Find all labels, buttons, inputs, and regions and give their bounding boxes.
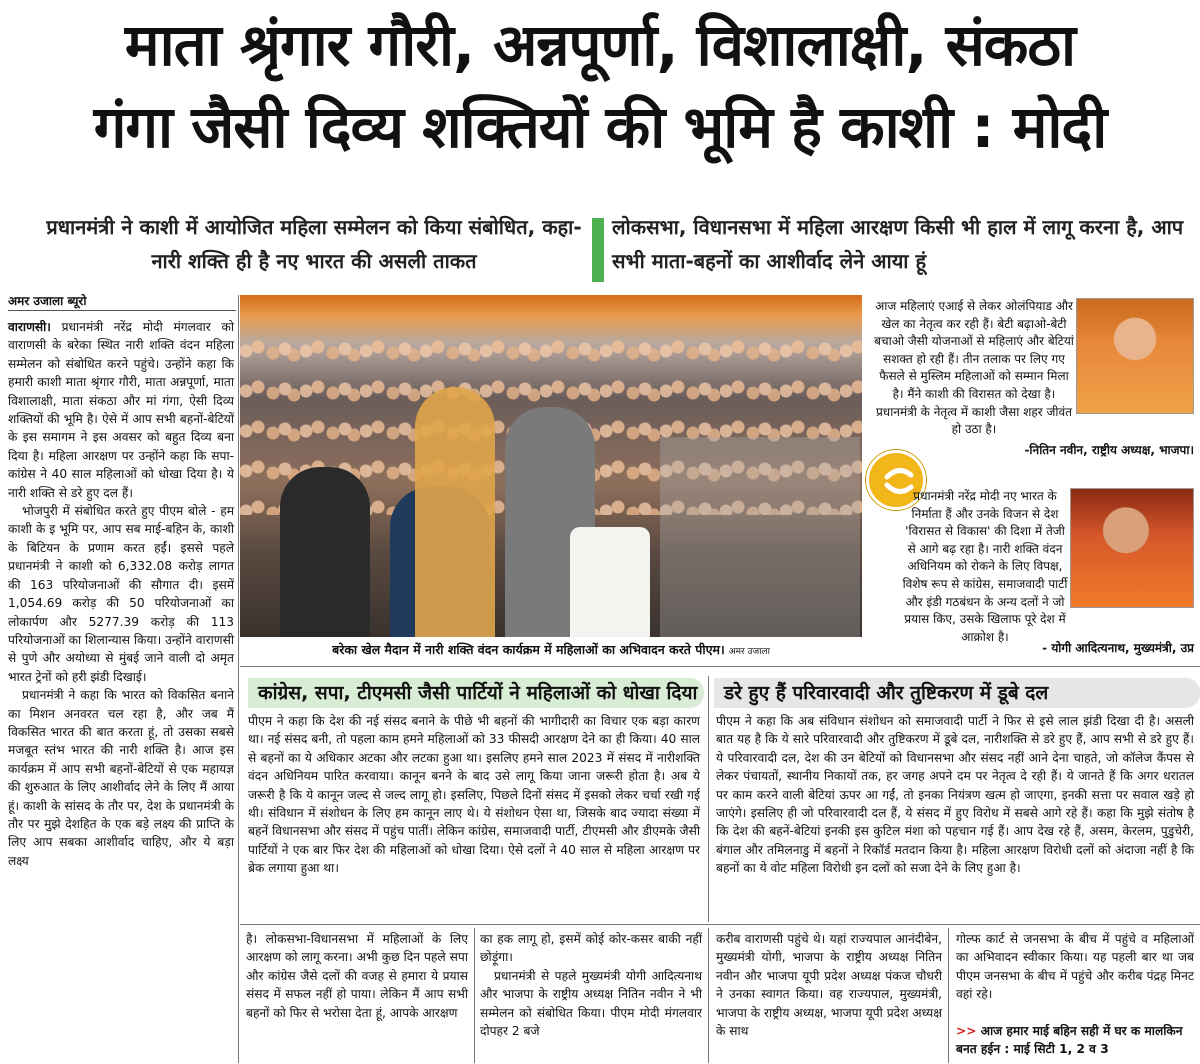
headline-line-1: माता श्रृंगार गौरी, अन्नपूर्णा, विशालाक्षी, संकठा — [124, 11, 1076, 79]
section-a-text: पीएम ने कहा कि देश की नई संसद बनाने के पीछे भी बहनों की भागीदारी का विचार एक बड़ा कारण था। नई संसद बनी, तो पहला काम हमने महिलाओं को 33 फीसदी आरक्षण देने का ही किया। 40 साल से बहनों का ये अधिकार अटका और लटका हुआ था। इसलिए हमने साल 2023 में संसद में नारीशक्ति वंदन अधिनियम पारित करवाया। कानून बनने के बाद उसे लागू किया जाना जरूरी होता है। अब ये जरूरी है कि ये कानून जल्द से जल्द लागू हो। इसलिए, पिछले दिनों संसद में इसको लेकर चर्चा रखी गई थी। संविधान में संशोधन के लिए हम कानून लाए थे। ये संशोधन ऐसा था, जिसके बाद ज्यादा संख्या में बहनें विधानसभा और संसद में पहुंच पातीं। लेकिन कांग्रेस, समाजवादी पार्टी, टीएमसी और डीएमके जैसी पार्टियों ने एक बार फिर देश की महिलाओं को धोखा दिया। ऐसे दलों ने 40 साल से महिला आरक्षण पर ब्रेक लगाया हुआ था। — [248, 714, 700, 876]
quote-2-author: - योगी आदित्यनाथ, मुख्यमंत्री, उप्र — [1042, 641, 1194, 655]
subhead-left: प्रधानमंत्री ने काशी में आयोजित महिला सम्मेलन को किया संबोधित, कहा- नारी शक्ति ही है नए भारत की असली ताकत — [46, 215, 582, 273]
byline: अमर उजाला ब्यूरो — [8, 294, 87, 308]
section-b-heading: डरे हुए हैं परिवारवादी और तुष्टिकरण में डूबे दल — [714, 678, 1200, 708]
left-paragraph-2: भोजपुरी में संबोधित करते हुए पीएम बोले - हम काशी के इ भूमि पर, आप सब माई-बहिन के, काशी के बिटियन के प्रणाम करत हईं। इससे पहले प्रधानमंत्री ने काशी को 6,332.08 करोड़ लागत की 163 परियोजनाओं की सौगात दी। इसमें 1,054.69 करोड़ की 50 परियोजनाओं का लोकार्पण और 5277.39 करोड़ की 113 परियोजनाओं का शिलान्यास किया। उन्होंने वाराणसी से पुणे और अयोध्या से मुंबई जाने वाली दो अमृत भारत ट्रेनों को हरी झंडी दिखाई। — [8, 504, 234, 684]
section-b-text: पीएम ने कहा कि अब संविधान संशोधन को समाजवादी पार्टी ने फिर से इसे लाल झंडी दिखा दी है। असली बात यह है कि ये सारे परिवारवादी और तुष्टिकरण में डूबे दल, नारीशक्ति से डरे हुए हैं, आप सभी से डरे हुए हैं। ये परिवारवादी दल, देश की उन बेटियों को विधानसभा और संसद नहीं आने देना चाहते, जो कॉलेज कैंपस से लेकर पंचायतों, स्थानीय निकायों तक, हर जगह अपने दम पर नेतृत्व दे रही हैं। ये जानते हैं कि अगर धरातल पर काम करने वाली बेटियां ऊपर आ गईं, तो इनका नियंत्रण खत्म हो जाएगा, इनकी सत्ता पर सवाल खड़े हो जाएंगे। इसलिए ही जो परिवारवादी दल हैं, ये संसद में हुए विरोध में सबसे आगे रहे हैं। कहा कि मुझे संतोष है कि देश की बहनें-बेटियां इनकी इस कुटिल मंशा को पहचान गई हैं। आप देख रहे हैं, असम, केरलम, पुडुचेरी, बंगाल और तमिलनाडु में बहनों ने रिकॉर्ड मतदान किया है। महिला आरक्षण विरोधी दलों को अंदाजा नहीं है कि बहनों का ये वोट महिला विरोधी इन दलों को सजा देने के लिए हुआ है। — [716, 714, 1194, 876]
column-divider-left — [238, 295, 239, 1063]
bottom-column-2-a: का हक लागू हो, इसमें कोई कोर-कसर बाकी नहीं छोड़ूंगा। — [480, 932, 702, 965]
left-paragraph-1: प्रधानमंत्री नरेंद्र मोदी मंगलवार को वाराणसी के बरेका स्थित नारी शक्ति वंदन महिला सम्मेलन को संबोधित करने पहुंचे। उन्होंने कहा कि हमारी काशी माता श्रृंगार गौरी, माता अन्नपूर्णा, माता विशालाक्षी, माता संकठा और मां गंगा, ऐसी दिव्य शक्तियों की भूमि है। ऐसे में आप सभी बहनों-बेटियों के इस समागम ने इस अवसर को बहुत दिव्य बना दिया है। महिला आरक्षण पर उन्होंने कहा कि सपा-कांग्रेस ने 40 साल महिलाओं को धोखा दिया है। ये नारी शक्ति से डरे हुए दल हैं। — [8, 320, 234, 500]
quote-2-text: प्रधानमंत्री नरेंद्र मोदी नए भारत के निर्माता हैं और उनके विजन से देश 'विरासत से विकास' की दिशा में तेजी से आगे बढ़ रहा है। नारी शक्ति वंदन अधिनियम को रोकने के लिए विपक्ष, विशेष रूप से कांग्रेस, समाजवादी पार्टी और इंडी गठबंधन के अन्य दलों ने जो प्रयास किए, उसके खिलाफ पूरे देश में आक्रोश है। — [902, 489, 1068, 644]
photo-figure-3 — [415, 387, 495, 637]
subhead-right: लोकसभा, विधानसभा में महिला आरक्षण किसी भी हाल में लागू करना है, आप सभी माता-बहनों का आशीर्वाद लेने आया हूं — [612, 215, 1184, 273]
bottom-column-1: है। लोकसभा-विधानसभा में महिलाओं के लिए आरक्षण को लागू करना। अभी कुछ दिन पहले सपा और कांग्रेस जैसे दलों की वजह से हमारा ये प्रयास संसद में सफल नहीं हो पाया। लेकिन मैं आप सभी बहनों को फिर से भरोसा देता हूं, आपके आरक्षण — [246, 932, 468, 1020]
section-divider-middle — [708, 676, 709, 922]
dateline: वाराणसी। — [8, 320, 51, 334]
bottom-column-2 — [480, 930, 702, 1063]
event-photo — [240, 295, 862, 637]
teaser-marker: >> — [956, 1024, 977, 1038]
byline-rule — [8, 310, 236, 311]
quote-2-text-top — [900, 488, 1070, 644]
photo-credit: अमर उजाला — [728, 647, 770, 657]
photo-railing — [660, 437, 860, 637]
teaser[interactable] — [956, 1022, 1194, 1062]
bottom-divider-3 — [948, 928, 949, 1063]
quote-1-text: आज महिलाएं एआई से लेकर ओलंपियाड और खेल का नेतृत्व कर रही हैं। बेटी बढ़ाओ-बेटी बचाओ जैसी योजनाओं से महिलाएं और बेटियां सशक्त हो रही हैं। तीन तलाक पर लिए गए फैसले से मुस्लिम महिलाओं को सम्मान मिला है। मैंने काशी की विरासत को देखा है। प्रधानमंत्री के नेतृत्व में काशी जैसा शहर जीवंत हो उठा है। — [874, 299, 1074, 437]
section-divider-bottom — [240, 924, 1200, 925]
quote-1-author: -नितिन नवीन, राष्ट्रीय अध्यक्ष, भाजपा। — [1024, 443, 1194, 457]
portrait-yogi-adityanath — [1070, 488, 1194, 608]
photo-podium — [570, 527, 650, 637]
teaser-text: आज हमार माई बहिन सही में घर क मालकिन बनत हईन : माई सिटी 1, 2 व 3 — [956, 1024, 1183, 1057]
left-paragraph-3: प्रधानमंत्री ने कहा कि भारत को विकसित बनाने का मिशन अनवरत चल रहा है, और जब मैं विकसित भारत की बात करता हूं, तो उसका सबसे मजबूत स्तंभ भारत की नारी शक्ति है। आज इस कार्यक्रम में आप सभी बहनों-बेटियों से एक महायज्ञ की शुरुआत के लिए आशीर्वाद लेने के लिए मैं आया हूं। काशी के सांसद के तौर पर, देश के प्रधानमंत्री के तौर पर मुझे देशहित के एक बड़े लक्ष्य की प्राप्ति के लिए आप सबका आशीर्वाद चाहिए, और ये बड़ा लक्ष्य — [8, 688, 234, 868]
left-column-article — [8, 318, 234, 1064]
headline-line-2: गंगा जैसी दिव्य शक्तियों की भूमि है काशी : मोदी — [93, 93, 1107, 161]
headline — [0, 4, 1200, 168]
photo-figure-1 — [280, 467, 370, 637]
bottom-column-2-b: प्रधानमंत्री से पहले मुख्यमंत्री योगी आदित्यनाथ और भाजपा के राष्ट्रीय अध्यक्ष नितिन नवीन ने भी सम्मेलन को संबोधित किया। पीएम मोदी मंगलवार दोपहर 2 बजे — [480, 968, 702, 1039]
section-divider-top — [240, 666, 1200, 667]
subhead-divider-bar — [592, 218, 604, 282]
photo-caption — [240, 638, 862, 662]
bottom-column-4: गोल्फ कार्ट से जनसभा के बीच में पहुंचे व महिलाओं का अभिवादन स्वीकार किया। यह पहली बार था जब पीएम जनसभा के बीच में पहुंचे और करीब पंद्रह मिनट वहां रहे। — [956, 932, 1194, 1002]
photo-caption-text: बरेका खेल मैदान में नारी शक्ति वंदन कार्यक्रम में महिलाओं का अभिवादन करते पीएम। — [332, 642, 725, 657]
bottom-column-3: करीब वाराणसी पहुंचे थे। यहां राज्यपाल आनंदीबेन, मुख्यमंत्री योगी, भाजपा के राष्ट्रीय अध्यक्ष नितिन नवीन और भाजपा यूपी प्रदेश अध्यक्ष पंकज चौधरी ने उनका स्वागत किया। वह राज्यपाल, मुख्यमंत्री, भाजपा के राष्ट्रीय अध्यक्ष, भाजपा यूपी प्रदेश अध्यक्ष के साथ — [716, 932, 942, 1039]
bottom-divider-1 — [474, 928, 475, 1063]
bottom-divider-2 — [708, 928, 709, 1063]
portrait-nitin-nabin — [1076, 298, 1194, 414]
section-a-heading: कांग्रेस, सपा, टीएमसी जैसी पार्टियों ने महिलाओं को धोखा दिया — [248, 678, 704, 708]
